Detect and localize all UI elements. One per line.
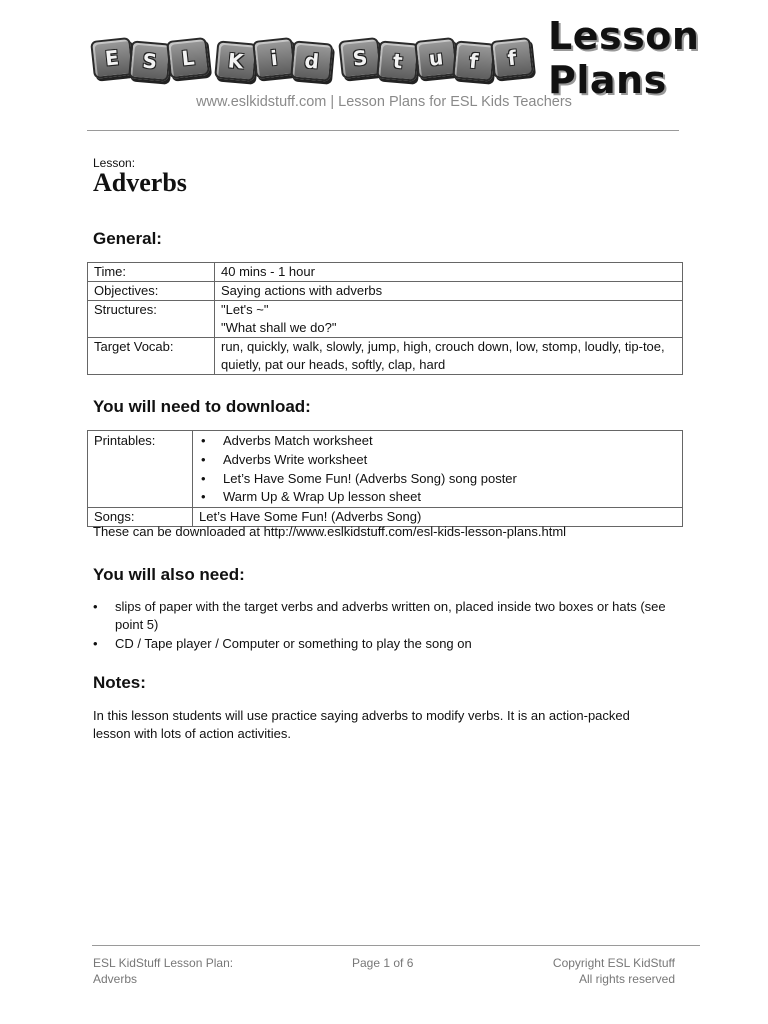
also-need-list (93, 598, 673, 654)
general-heading: General: (93, 229, 162, 248)
table-row (88, 301, 683, 338)
logo-block: u (414, 37, 458, 79)
list-item (199, 470, 676, 489)
footer-lesson-name: Adverbs (93, 972, 138, 986)
logo-block: i (252, 37, 296, 79)
footer-divider (92, 945, 700, 946)
table-row (88, 263, 683, 282)
bullet-icon: • (201, 451, 206, 467)
row-value: run, quickly, walk, slowly, jump, high, crouch down, low, stomp, loudly, tip-toe, quietly, pat our heads, softly, clap, hard (215, 338, 683, 375)
row-label: Target Vocab: (88, 338, 215, 375)
list-item (93, 635, 673, 653)
logo-block: f (452, 40, 495, 81)
printable-link[interactable]: Let’s Have Some Fun! (Adverbs Song) song poster (223, 470, 517, 486)
logo-block: L (166, 37, 210, 79)
table-row (88, 431, 683, 508)
row-label: Time: (88, 263, 215, 282)
logo-title: Lesson Plans (548, 14, 700, 102)
bullet-icon: • (201, 489, 206, 505)
table-row (88, 338, 683, 375)
printable-link[interactable]: Adverbs Match worksheet (223, 433, 373, 448)
list-item (199, 451, 676, 470)
rights-text: All rights reserved (578, 972, 675, 986)
logo-block: d (290, 40, 333, 81)
page-number: Page 1 of 6 (352, 956, 414, 970)
structure-line: "Let's ~" (221, 302, 269, 317)
lesson-label: Lesson: (93, 156, 136, 170)
row-value: 40 mins - 1 hour (215, 263, 683, 282)
row-value: Saying actions with adverbs (215, 282, 683, 301)
logo-block: E (90, 37, 134, 79)
list-item-text: CD / Tape player / Computer or something to play the song on (115, 636, 472, 651)
logo-block: K (214, 40, 257, 81)
row-label: Printables: (88, 431, 193, 508)
logo-block: f (490, 37, 534, 79)
bullet-icon: • (93, 636, 98, 651)
bullet-icon: • (201, 433, 206, 448)
song-link[interactable]: Let’s Have Some Fun! (Adverbs Song) (193, 508, 683, 527)
site-tagline: www.eslkidstuff.com | Lesson Plans for ESL Kids Teachers (196, 94, 572, 110)
row-label: Objectives: (88, 282, 215, 301)
notes-heading: Notes: (93, 673, 146, 692)
logo-block: t (376, 40, 419, 81)
bullet-icon: • (93, 599, 98, 614)
logo-letter-blocks (92, 39, 530, 77)
download-heading: You will need to download: (93, 397, 311, 416)
printable-link[interactable]: Warm Up & Wrap Up lesson sheet (223, 489, 421, 505)
download-note: These can be downloaded at http://www.eslkidstuff.com/esl-kids-lesson-plans.html (93, 524, 567, 539)
list-item-text: slips of paper with the target verbs and adverbs written on, placed inside two boxes or hats (see point 5) (115, 599, 666, 632)
bullet-icon: • (201, 470, 206, 486)
list-item (199, 432, 676, 451)
row-label: Songs: (88, 508, 193, 527)
structure-line: "What shall we do?" (221, 320, 337, 335)
printables-list (193, 431, 683, 508)
header-divider (87, 130, 679, 131)
printable-link[interactable]: Adverbs Write worksheet (223, 451, 368, 467)
table-row (88, 282, 683, 301)
logo-block: S (128, 40, 171, 81)
copyright-text: Copyright ESL KidStuff (552, 956, 675, 970)
list-item (93, 598, 673, 634)
row-value (215, 301, 683, 338)
lesson-title: Adverbs (93, 168, 187, 197)
footer-right (553, 955, 675, 987)
general-table (87, 262, 683, 375)
footer-left (93, 955, 233, 987)
row-label: Structures: (88, 301, 215, 338)
notes-text: In this lesson students will use practice saying adverbs to modify verbs. It is an action-packed lesson with lots of action activities. (93, 708, 630, 741)
also-need-heading: You will also need: (93, 565, 245, 584)
download-table (87, 430, 683, 527)
logo-block: S (338, 37, 382, 79)
footer-plan-label: ESL KidStuff Lesson Plan: (93, 956, 234, 970)
list-item (199, 488, 676, 507)
